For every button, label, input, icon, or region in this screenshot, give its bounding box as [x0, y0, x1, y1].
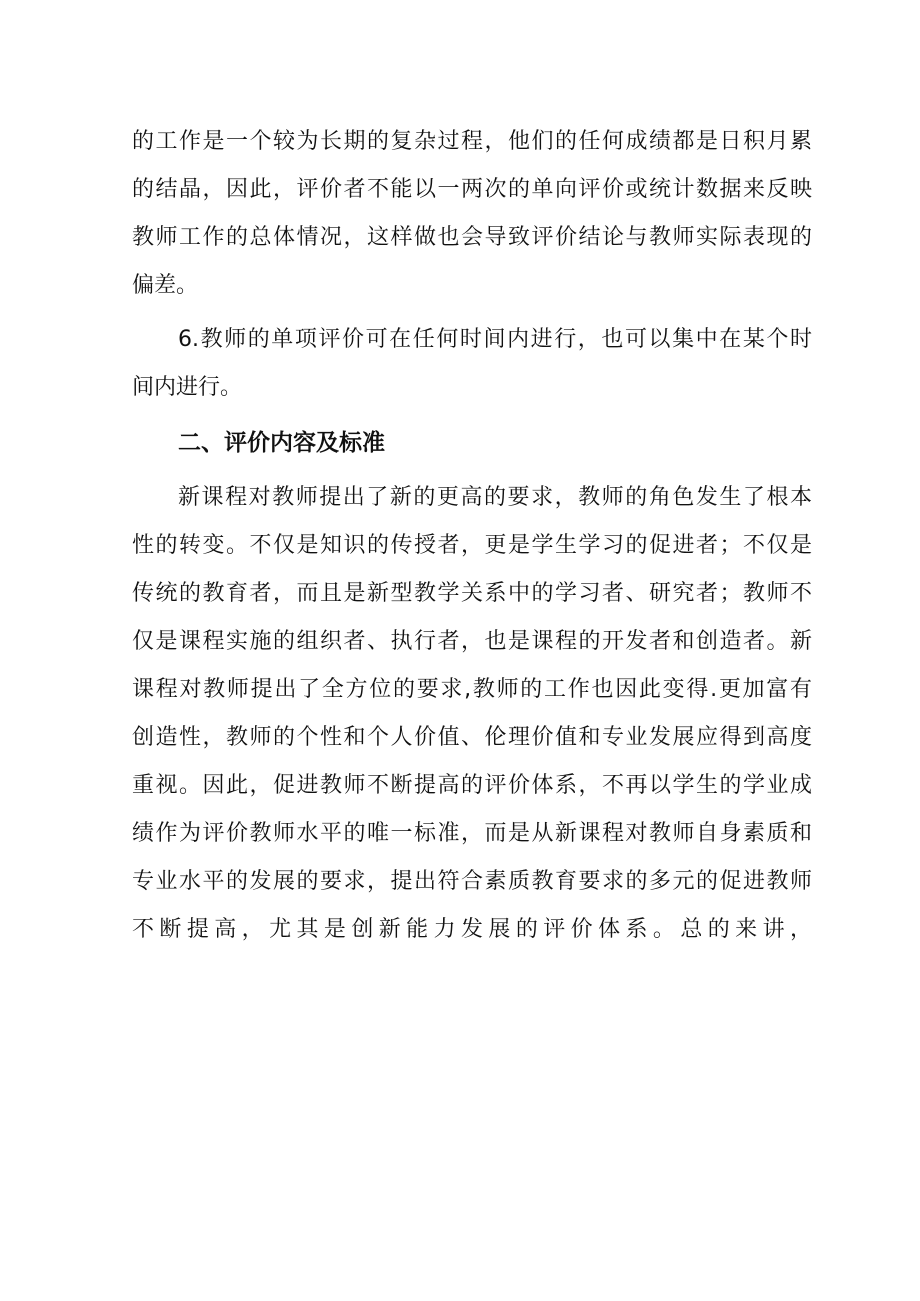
- text-line: 教师工作的总体情况，这样做也会导致评价结论与教师实际表现的: [132, 225, 812, 250]
- text-line: 重视。因此，促进教师不断提高的评价体系，不再以学生的学业成: [132, 773, 812, 798]
- text-line: 课程对教师提出了全方位的要求,教师的工作也因此变得.更加富有: [132, 677, 812, 702]
- text-line: 绩作为评价教师水平的唯一标准，而是从新课程对教师自身素质和: [132, 821, 812, 846]
- paragraph-continuation: [132, 118, 812, 310]
- document-page: [132, 118, 812, 954]
- text-line: 创造性，教师的个性和个人价值、伦理价值和专业发展应得到高度: [132, 725, 812, 750]
- text-line: 专业水平的发展的要求，提出符合素质教育要求的多元的促进教师: [132, 869, 812, 894]
- text-line: 传统的教育者，而且是新型教学关系中的学习者、研究者；教师不: [132, 581, 812, 606]
- text-line: 不断提高，尤其是创新能力发展的评价体系。总的来讲，: [132, 917, 812, 942]
- paragraph-evaluation-content: [132, 474, 812, 954]
- section-heading: 二、评价内容及标准: [178, 430, 385, 456]
- text-line: 6.教师的单项评价可在任何时间内进行，也可以集中在某个时: [178, 327, 812, 352]
- text-line: 仅是课程实施的组织者、执行者，也是课程的开发者和创造者。新: [132, 629, 812, 654]
- text-line: 新课程对教师提出了新的更高的要求，教师的角色发生了根本: [178, 485, 812, 510]
- paragraph-item-6: [132, 316, 812, 412]
- text-line: 间内进行。: [132, 375, 243, 400]
- text-line: 的结晶，因此，评价者不能以一两次的单向评价或统计数据来反映: [132, 177, 812, 202]
- text-line: 偏差。: [132, 273, 199, 298]
- text-line: 性的转变。不仅是知识的传授者，更是学生学习的促进者；不仅是: [132, 533, 812, 558]
- text-line: 的工作是一个较为长期的复杂过程，他们的任何成绩都是日积月累: [132, 129, 812, 154]
